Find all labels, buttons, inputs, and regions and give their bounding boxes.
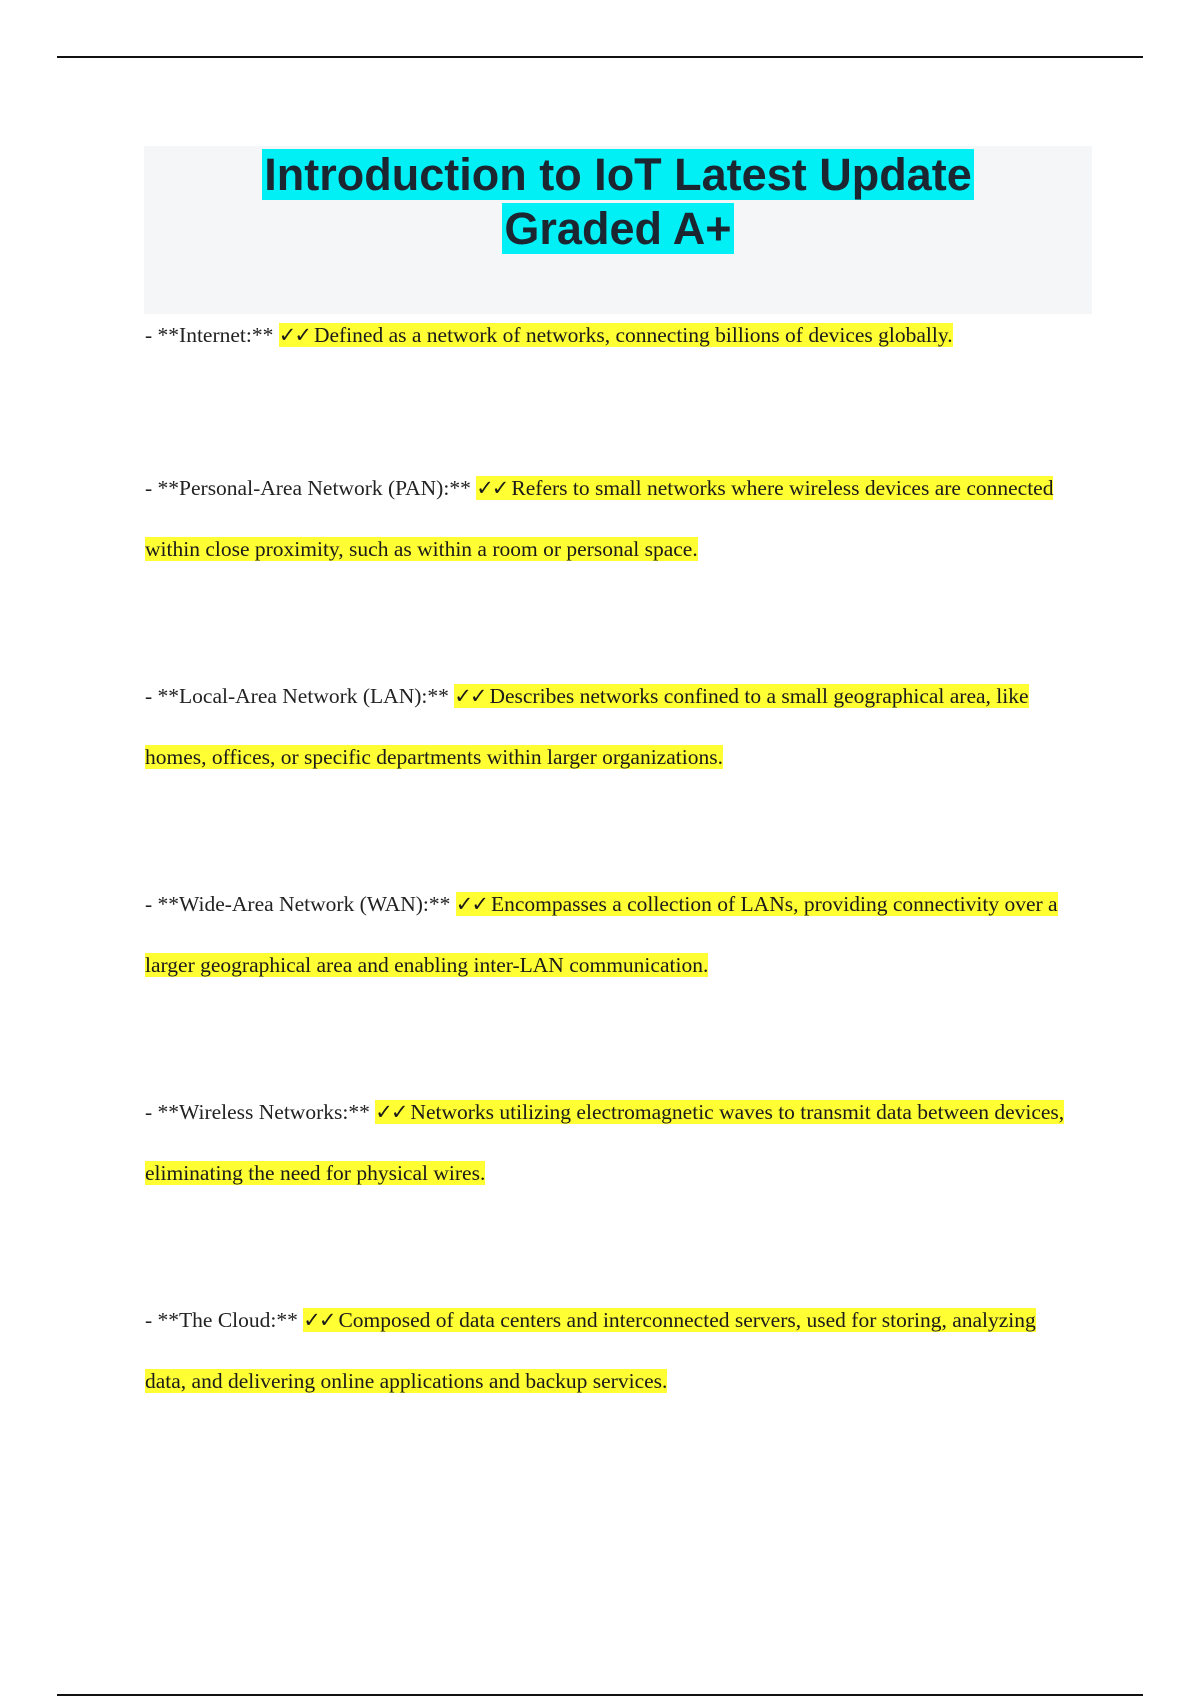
item-definition-text: Refers to small networks where wireless devices are connected within close proximity, such as within a room or personal space.	[145, 476, 1054, 561]
definition-item-pan	[145, 458, 1075, 580]
double-check-icon: ✓✓	[375, 1100, 407, 1124]
item-term: - **The Cloud:**	[145, 1308, 304, 1332]
item-definition	[279, 323, 953, 347]
definition-item-internet	[145, 305, 1075, 366]
item-term: - **Local-Area Network (LAN):**	[145, 684, 455, 708]
double-check-icon: ✓✓	[455, 892, 487, 916]
item-term: - **Wide-Area Network (WAN):**	[145, 892, 456, 916]
bottom-rule	[57, 1694, 1143, 1696]
item-definition-text: Describes networks confined to a small geographical area, like homes, offices, or specific departments within larger organizations.	[145, 684, 1029, 769]
double-check-icon: ✓✓	[303, 1308, 335, 1332]
definition-list	[145, 305, 1075, 1412]
double-check-icon: ✓✓	[454, 684, 486, 708]
title-line-1: Introduction to IoT Latest Update	[264, 149, 972, 200]
item-definition-text: Defined as a network of networks, connecting billions of devices globally.	[313, 323, 953, 347]
definition-item-wireless	[145, 1082, 1075, 1204]
definition-item-cloud	[145, 1290, 1075, 1412]
definition-item-wan	[145, 874, 1075, 996]
item-definition-text: Composed of data centers and interconnected servers, used for storing, analyzing data, and delivering online applications and backup services.	[145, 1308, 1036, 1393]
item-definition-text: Encompasses a collection of LANs, providing connectivity over a larger geographical area and enabling inter-LAN communication.	[145, 892, 1058, 977]
title-line-2: Graded A+	[504, 203, 732, 254]
item-definition-text: Networks utilizing electromagnetic waves to transmit data between devices, eliminating the need for physical wires.	[145, 1100, 1065, 1185]
item-term: - **Personal-Area Network (PAN):**	[145, 476, 477, 500]
double-check-icon: ✓✓	[278, 323, 310, 347]
item-term: - **Internet:**	[145, 323, 279, 347]
title-block	[144, 146, 1092, 314]
item-term: - **Wireless Networks:**	[145, 1100, 376, 1124]
top-rule	[57, 56, 1143, 58]
definition-item-lan	[145, 666, 1075, 788]
double-check-icon: ✓✓	[476, 476, 508, 500]
page-title	[144, 146, 1092, 256]
